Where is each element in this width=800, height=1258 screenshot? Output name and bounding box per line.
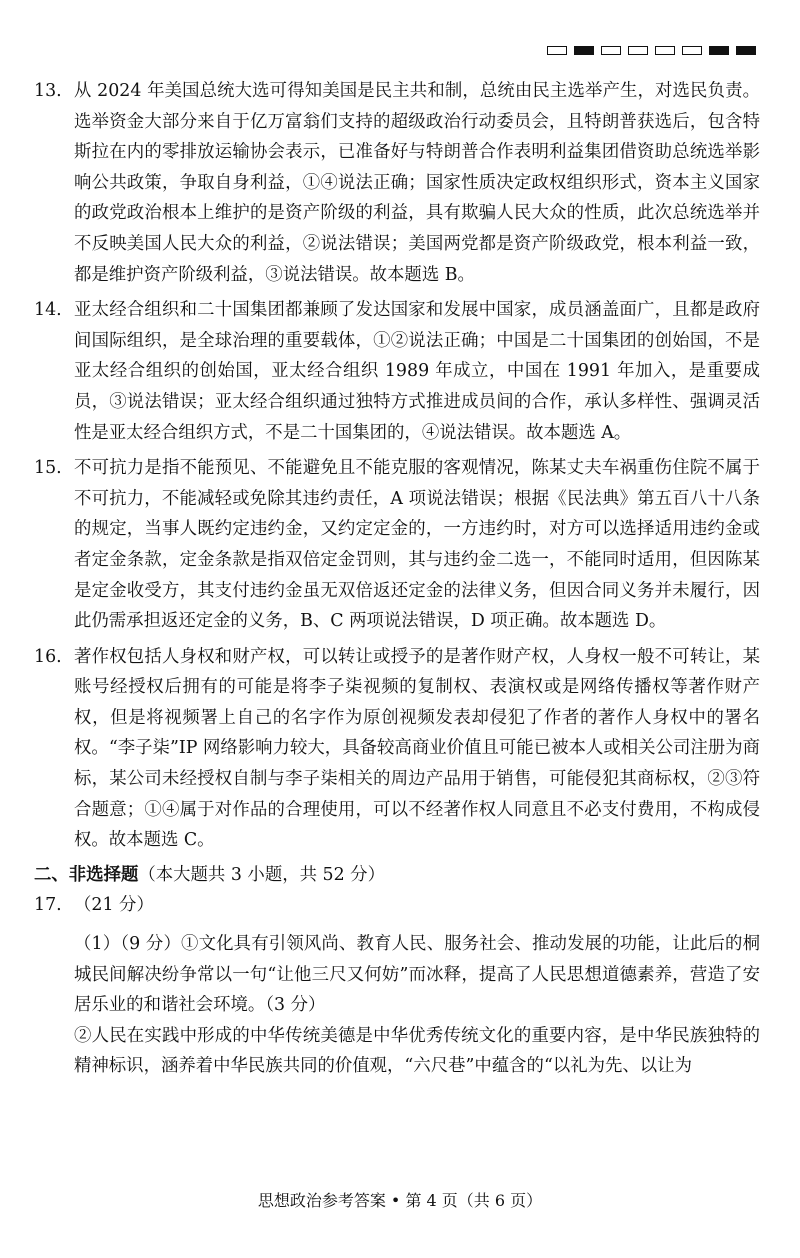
answer-part-1-point-2: ②人民在实践中形成的中华传统美德是中华优秀传统文化的重要内容，是中华民族独特的精神标识，涵养着中华民族共同的价值观，“六尺巷”中蕴含的“以礼为先、以让为 [74,1025,760,1077]
answer-item-16 [34,642,760,856]
page-mark-5 [655,46,675,55]
section-title: 二、非选择题 [34,864,139,885]
question-number: 14. [34,300,62,321]
question-score: （21 分） [74,895,154,916]
section-note: （本大题共 3 小题，共 52 分） [138,864,385,885]
answer-item-17 [34,890,760,921]
question-number: 16. [34,646,62,667]
answer-part-1: （1）（9 分）①文化具有引领风尚、教育人民、服务社会、推动发展的功能，让此后的桐城民间解决纷争常以一句“让他三尺又何妨”而冰释，提高了人民思想道德素养，营造了安居乐业的和谐社会环境。（3 分） [74,934,760,1016]
question-number: 13. [34,81,62,101]
page-position-marks [547,46,756,55]
section-heading [34,860,760,891]
answer-text: 不可抗力是指不能预见、不能避免且不能克服的客观情况，陈某丈夫车祸重伤住院不属于不可抗力，不能减轻或免除其违约责任，A 项说法错误；根据《民法典》第五百八十八条的规定，当事人既约定违约金，又约定定金的，一方违约时，对方可以选择适用违约金或者定金条款，定金条款是指双倍定金罚则，其与违约金二选一，不能同时适用，但因陈某是定金收受方，其支付违约金虽无双倍返还定金的法律义务，但因合同义务并未履行，因此仍需承担返还定金的义务，B、C 两项说法错误，D 项正确。故本题选 D。 [74,458,760,632]
page-mark-7 [709,46,729,55]
answer-item-13 [34,76,760,290]
answer-content [34,76,760,1082]
page-footer: 思想政治参考答案 • 第 4 页（共 6 页） [257,1191,543,1210]
answer-text: 亚太经合组织和二十国集团都兼顾了发达国家和发展中国家，成员涵盖面广，且都是政府间国际组织，是全球治理的重要载体，①②说法正确；中国是二十国集团的创始国，不是亚太经合组织的创始国，亚太经合组织 1989 年成立，中国在 1991 年加入，是重要成员，③说法错误；亚太经合组织通过独特方式推进成员间的合作，承认多样性、强调灵活性是亚太经合组织方式，不是二十国集团的，④说法错误。故本题选 A。 [74,300,760,443]
page-mark-3 [601,46,621,55]
page-mark-8 [736,46,756,55]
answer-text: 从 2024 年美国总统大选可得知美国是民主共和制，总统由民主选举产生，对选民负责。选举资金大部分来自于亿万富翁们支持的超级政治行动委员会，且特朗普获选后，包含特斯拉在内的零排放运输协会表示，已准备好与特朗普合作表明利益集团借资助总统选举影响公共政策，争取自身利益，①④说法正确；国家性质决定政权组织形式，资本主义国家的政党政治根本上维护的是资产阶级的利益，具有欺骗人民大众的性质，此次总统选举并不反映美国人民大众的利益，②说法错误；美国两党都是资产阶级政党，根本利益一致，都是维护资产阶级利益，③说法错误。故本题选 B。 [74,81,760,285]
question-number: 15. [34,458,62,479]
answer-item-14 [34,295,760,448]
page-mark-1 [547,46,567,55]
answer-text: 著作权包括人身权和财产权，可以转让或授予的是著作财产权，人身权一般不可转让，某账号经授权后拥有的可能是将李子柒视频的复制权、表演权或是网络传播权等著作财产权，但是将视频署上自己的名字作为原创视频发表却侵犯了作者的著作人身权中的署名权。“李子柒”IP 网络影响力较大，具备较高商业价值且可能已被本人或相关公司注册为商标，某公司未经授权自制与李子柒相关的周边产品用于销售，可能侵犯其商标权，②③符合题意；①④属于对作品的合理使用，可以不经著作权人同意且不必支付费用，不构成侵权。故本题选 C。 [74,646,760,851]
page-mark-2 [574,46,594,55]
question-number: 17. [34,895,62,916]
page-mark-6 [682,46,702,55]
page-mark-4 [628,46,648,55]
answer-item-15 [34,453,760,637]
